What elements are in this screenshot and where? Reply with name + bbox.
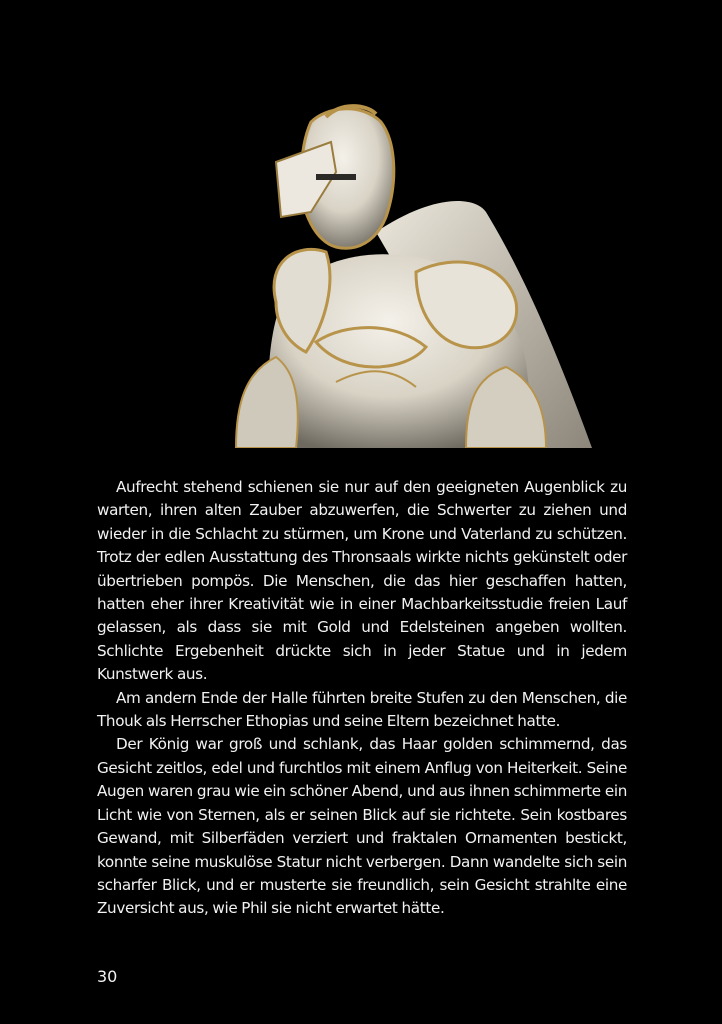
paragraph: Aufrecht stehend schienen sie nur auf den geeigneten Augenblick zu warten, ihren alten Zauber abzuwerfen, die Schwerter zu ziehen und wieder in die Schlacht zu stürmen, um Krone und Vaterland zu schützen. Trotz der edlen Ausstattung des Thronsaals wirkte nichts gekünstelt oder übertrieben pompös. Die Menschen, die das hier geschaffen hatten, hatten eher ihrer Kreativität wie in einer Machbarkeitsstudie freien Lauf gelassen, als dass sie mit Gold und Edelsteinen angeben wollten. Schlichte Ergebenheit drückte sich in jeder Statue und in jedem Kunstwerk aus. [97,478,627,684]
left-arm-shape [236,357,298,448]
body-text [97,476,627,921]
paragraph: Der König war groß und schlank, das Haar golden schimmernd, das Gesicht zeitlos, edel und furchtlos mit einem Anflug von Heiterkeit. Seine Augen waren grau wie ein schöner Abend, und aus ihnen schimmerte ein Licht wie von Sternen, als er seinen Blick auf sie richtete. Sein kostbares Gewand, mit Silberfäden verziert und fraktalen Ornamenten bestickt, konnte seine muskulöse Statur nicht verbergen. Dann wandelte sich sein scharfer Blick, und er musterte sie freundlich, sein Gesicht strahlte eine Zuversicht aus, wie Phil sie nicht erwartet hätte. [97,735,627,918]
page-number: 30 [97,967,118,986]
paragraph: Am andern Ende der Halle führten breite Stufen zu den Menschen, die Thouk als Herrscher Ethopias und seine Eltern bezeichnet hatte. [97,688,627,731]
knight-armor-illustration [216,102,592,448]
